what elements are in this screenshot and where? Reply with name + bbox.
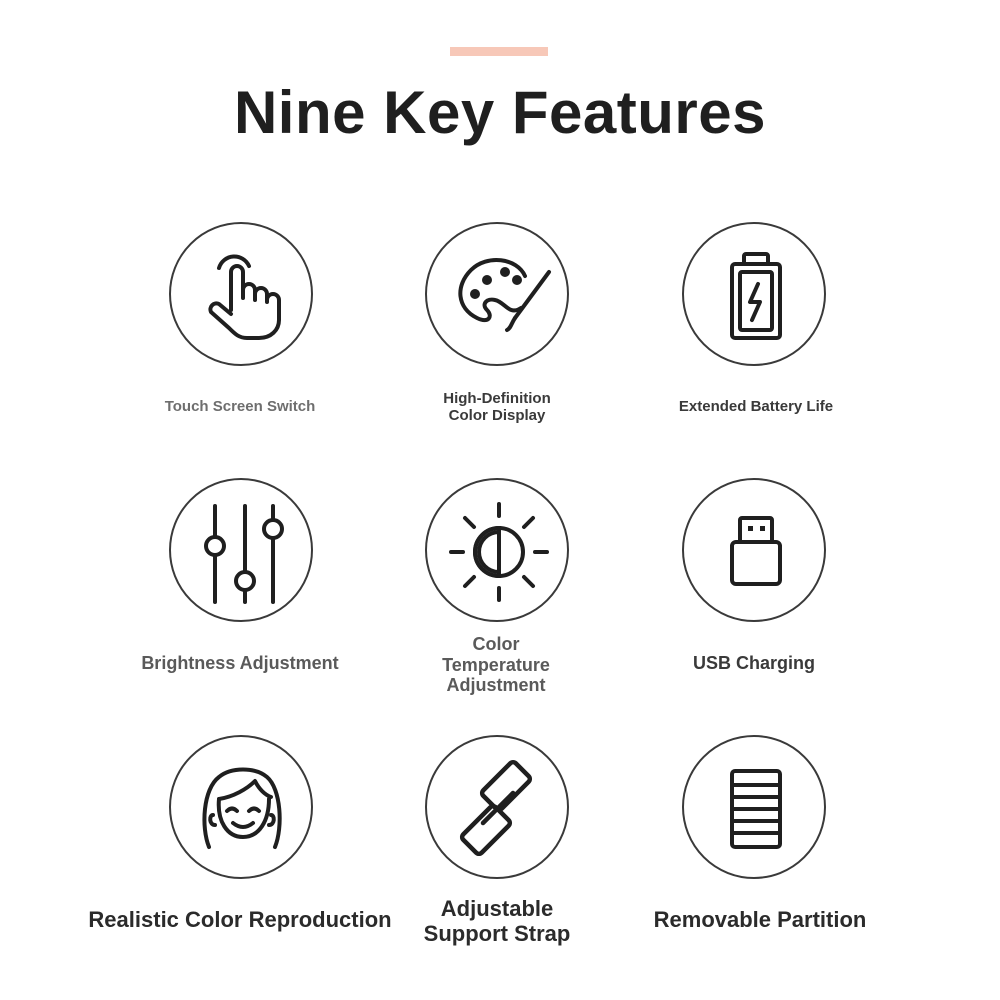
chain-link-icon: [427, 737, 567, 877]
feature-circle-chain: [425, 735, 569, 879]
smiling-face-icon: [171, 737, 311, 877]
usb-icon: [684, 480, 824, 620]
battery-icon: [684, 224, 824, 364]
feature-label-sliders: Brightness Adjustment: [141, 653, 339, 673]
feature-label-chain: Adjustable Support Strap: [423, 896, 571, 947]
feature-circle-usb: [682, 478, 826, 622]
sun-half-icon: [427, 480, 567, 620]
feature-label-touch: Touch Screen Switch: [164, 398, 316, 415]
feature-label-sun: Color Temperature Adjustment: [442, 634, 550, 696]
feature-label-face: Realistic Color Reproduction: [88, 907, 392, 932]
palette-icon: [427, 224, 567, 364]
feature-circle-partition: [682, 735, 826, 879]
feature-circle-sun: [425, 478, 569, 622]
feature-label-usb: USB Charging: [692, 653, 815, 673]
feature-label-battery: Extended Battery Life: [678, 398, 834, 415]
hand-tap-icon: [171, 224, 311, 364]
feature-label-partition: Removable Partition: [653, 907, 867, 932]
page-title: Nine Key Features: [233, 79, 767, 146]
stacked-layers-icon: [684, 737, 824, 877]
accent-bar: [450, 47, 548, 56]
feature-circle-battery: [682, 222, 826, 366]
feature-circle-palette: [425, 222, 569, 366]
sliders-icon: [171, 480, 311, 620]
feature-circle-face: [169, 735, 313, 879]
feature-label-palette: High-Definition Color Display: [443, 390, 551, 425]
feature-circle-touch: [169, 222, 313, 366]
feature-circle-sliders: [169, 478, 313, 622]
